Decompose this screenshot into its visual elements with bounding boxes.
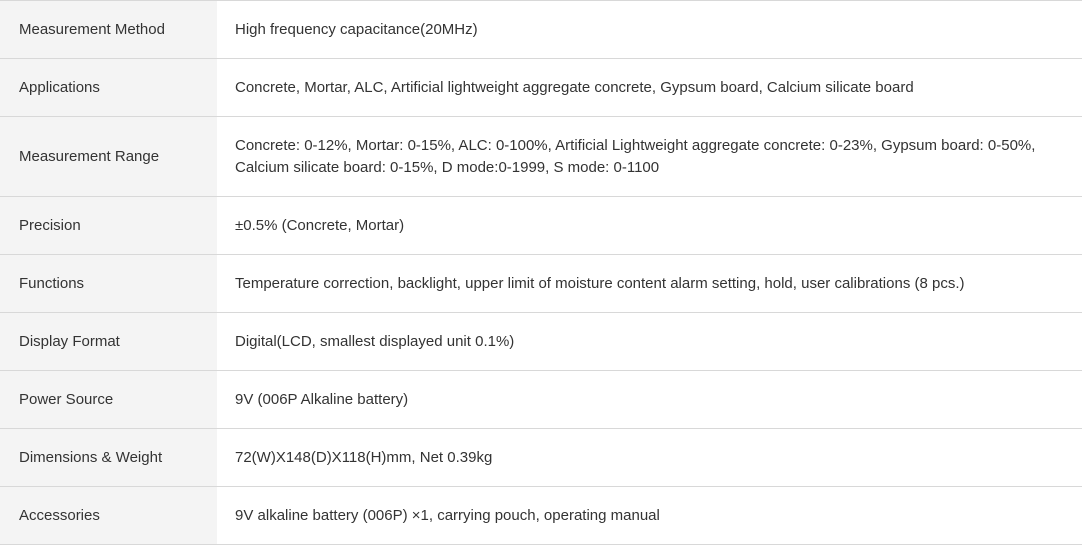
spec-row-power-source [0,371,1082,429]
spec-label: Accessories [0,487,217,545]
spec-row-dimensions-weight [0,429,1082,487]
spec-label: Functions [0,255,217,313]
spec-label: Applications [0,59,217,117]
spec-value: Concrete: 0-12%, Mortar: 0-15%, ALC: 0-100%, Artificial Lightweight aggregate concrete: 0-23%, Gypsum board: 0-50%, Calcium silicate board: 0-15%, D mode:0-1999, S mode: 0-1100 [217,117,1082,197]
spec-value: 9V (006P Alkaline battery) [217,371,1082,429]
spec-row-accessories [0,487,1082,545]
spec-row-precision [0,197,1082,255]
spec-row-measurement-method [0,1,1082,59]
spec-label: Measurement Range [0,117,217,197]
spec-row-applications [0,59,1082,117]
spec-value: 9V alkaline battery (006P) ×1, carrying pouch, operating manual [217,487,1082,545]
spec-label: Power Source [0,371,217,429]
spec-value: Concrete, Mortar, ALC, Artificial lightweight aggregate concrete, Gypsum board, Calcium silicate board [217,59,1082,117]
spec-row-display-format [0,313,1082,371]
spec-value: ±0.5% (Concrete, Mortar) [217,197,1082,255]
spec-row-functions [0,255,1082,313]
spec-label: Display Format [0,313,217,371]
spec-value: Temperature correction, backlight, upper limit of moisture content alarm setting, hold, user calibrations (8 pcs.) [217,255,1082,313]
spec-value: 72(W)X148(D)X118(H)mm, Net 0.39kg [217,429,1082,487]
spec-value: High frequency capacitance(20MHz) [217,1,1082,59]
spec-row-measurement-range [0,117,1082,197]
spec-label: Dimensions & Weight [0,429,217,487]
spec-value: Digital(LCD, smallest displayed unit 0.1%) [217,313,1082,371]
spec-label: Precision [0,197,217,255]
spec-label: Measurement Method [0,1,217,59]
